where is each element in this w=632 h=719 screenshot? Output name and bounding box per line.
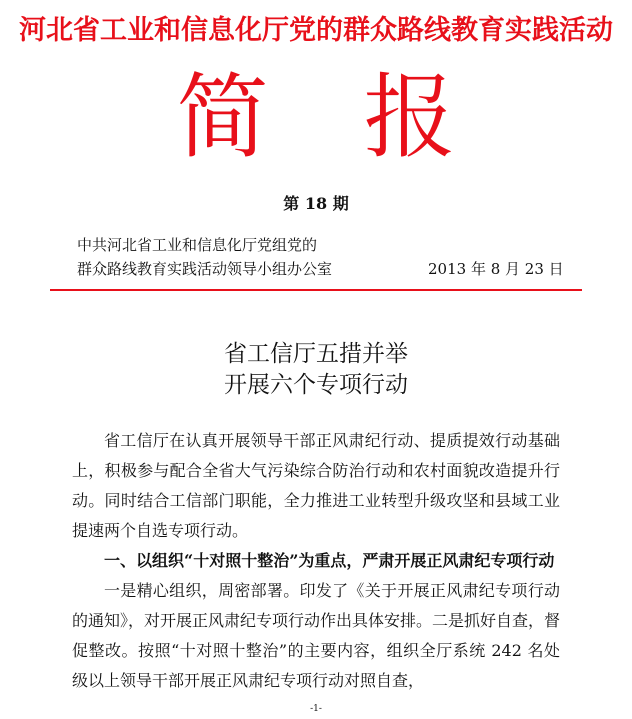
article-title [0,339,632,401]
article-title-line-1: 省工信厅五措并举 [224,341,408,367]
section-heading: 一、以组织“十对照十整治”为重点，严肃开展正风肃纪专项行动 [104,551,555,570]
body-paragraph: 省工信厅在认真开展领导干部正风肃纪行动、提质提效行动基础上，积极参与配合全省大气污染综合防治行动和农村面貌改造提升行动。同时结合工信部门职能，全力推进工业转型升级攻坚和县域工业提速两个自选专项行动。 [72,431,560,540]
issuer-line-1: 中共河北省工业和信息化厅党组党的 [77,236,318,254]
issue-number: 第 18 期 [283,194,349,213]
org-header-title: 河北省工业和信息化厅党的群众路线教育实践活动 [19,15,613,46]
document-type-title: 简报 [176,64,551,171]
article-body [72,426,560,696]
body-paragraph: 一是精心组织，周密部署。印发了《关于开展正风肃纪专项行动的通知》，对开展正风肃纪专项行动作出具体安排。二是抓好自查，督促整改。按照“十对照十整治”的主要内容，组织全厅系统 242 名处级以上领导干部开展正风肃纪专项行动对照自查， [72,581,561,690]
issue-date: 2013 年 8 月 23 日 [428,260,564,278]
issuer-line-2: 群众路线教育实践活动领导小组办公室 [77,260,333,278]
issuer-block [77,233,332,281]
red-divider-line [50,289,582,291]
article-title-line-2: 开展六个专项行动 [224,372,408,398]
page-number: -1- [310,704,322,714]
